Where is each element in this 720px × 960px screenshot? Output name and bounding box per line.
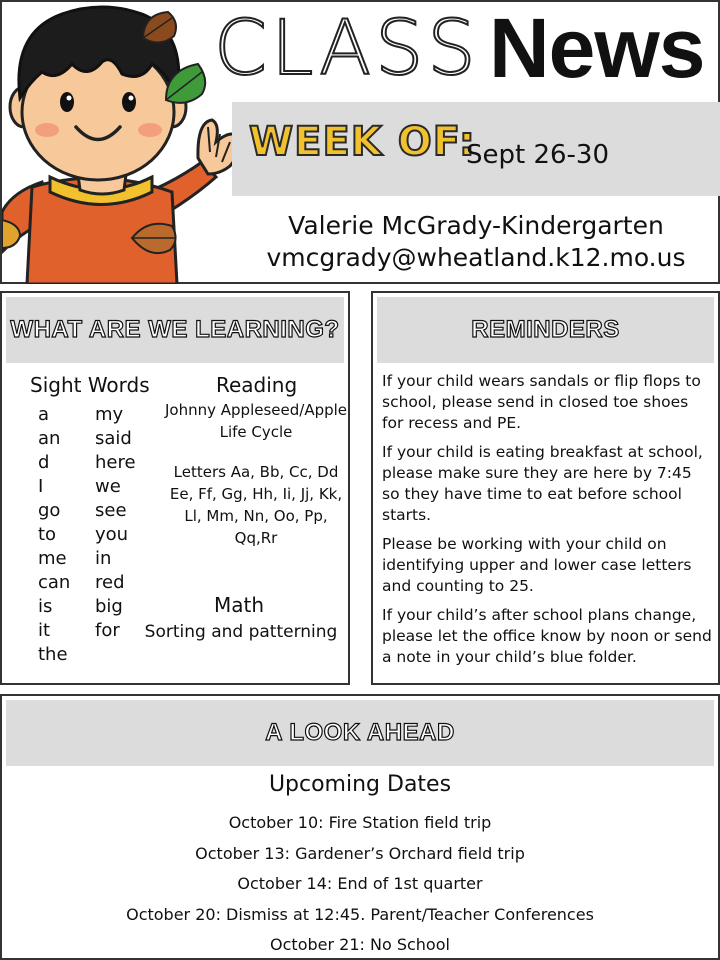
math-topic: Sorting and patterning <box>144 622 338 642</box>
sight-word: my <box>95 404 124 425</box>
leaf-icon <box>2 216 24 252</box>
learning-heading: WHAT ARE WE LEARNING? <box>10 316 340 343</box>
learning-panel <box>0 291 350 685</box>
look-ahead-panel <box>0 694 720 960</box>
sight-word: go <box>38 500 61 521</box>
sight-word: an <box>38 428 61 449</box>
sight-word: big <box>95 596 123 617</box>
look-ahead-heading: A LOOK AHEAD <box>265 719 455 746</box>
sight-words-col1 <box>38 403 70 667</box>
upcoming-dates-list <box>2 808 718 960</box>
sight-words-title: Sight Words <box>30 373 150 397</box>
reminders-heading: REMINDERS <box>471 316 620 343</box>
sight-word: said <box>95 428 132 449</box>
leaf-icon <box>128 216 182 260</box>
upcoming-date-item: October 20: Dismiss at 12:45. Parent/Teacher Conferences <box>126 904 594 924</box>
leaf-icon <box>162 60 212 106</box>
reminders-heading-band <box>377 297 714 363</box>
sight-word: to <box>38 524 57 545</box>
week-dates: Sept 26-30 <box>466 140 610 170</box>
sight-word: is <box>38 596 53 617</box>
learning-heading-band <box>6 297 344 363</box>
sight-word: red <box>95 572 125 593</box>
sight-word: the <box>38 644 68 665</box>
teacher-name: Valerie McGrady-Kindergarten <box>288 211 664 240</box>
reading-title: Reading <box>216 373 298 397</box>
reminders-panel <box>371 291 720 685</box>
math-title: Math <box>214 593 265 617</box>
reminder-item: If your child is eating breakfast at school, please make sure they are here by 7:45 so they have time to eat before school starts. <box>382 443 703 524</box>
reading-topic: Johnny Appleseed/Apple Life Cycle <box>165 401 348 441</box>
sight-word: you <box>95 524 129 545</box>
reminder-item: If your child’s after school plans change, please let the office know by noon or send a note in your child’s blue folder. <box>382 606 712 666</box>
sight-word: see <box>95 500 127 521</box>
teacher-email[interactable]: vmcgrady@wheatland.k12.mo.us <box>266 243 686 272</box>
upcoming-date-item: October 13: Gardener’s Orchard field trip <box>195 843 525 863</box>
reminders-list <box>382 371 712 676</box>
leaf-icon <box>138 8 184 48</box>
newsletter-header <box>0 0 720 284</box>
sight-word: for <box>95 620 120 641</box>
reminder-item: If your child wears sandals or flip flops to school, please send in closed toe shoes for recess and PE. <box>382 372 701 432</box>
sight-word: in <box>95 548 112 569</box>
boy-illustration <box>2 2 242 284</box>
sight-word: d <box>38 452 50 473</box>
teacher-info <box>232 210 720 274</box>
upcoming-dates-title: Upcoming Dates <box>268 772 452 797</box>
look-ahead-heading-band <box>6 700 714 766</box>
upcoming-date-item: October 10: Fire Station field trip <box>228 813 492 832</box>
title-class: CLASS <box>214 3 480 92</box>
letters-list: Letters Aa, Bb, Cc, Dd Ee, Ff, Gg, Hh, Ii, Jj, Kk, Ll, Mm, Nn, Oo, Pp, Qq,Rr <box>169 463 343 547</box>
sight-word: can <box>38 572 71 593</box>
title-news: News <box>489 1 705 95</box>
upcoming-date-item: October 14: End of 1st quarter <box>237 874 483 893</box>
week-label: WEEK OF: <box>249 119 476 165</box>
sight-word: a <box>38 404 50 425</box>
reminder-item: Please be working with your child on identifying upper and lower case letters and counting to 25. <box>382 535 692 595</box>
sight-word: I <box>38 476 44 497</box>
sight-word: here <box>95 452 136 473</box>
sight-words-col2 <box>95 403 136 643</box>
sight-word: me <box>38 548 67 569</box>
upcoming-date-item: October 21: No School <box>270 935 450 954</box>
sight-word: we <box>95 476 121 497</box>
sight-word: it <box>38 620 51 641</box>
